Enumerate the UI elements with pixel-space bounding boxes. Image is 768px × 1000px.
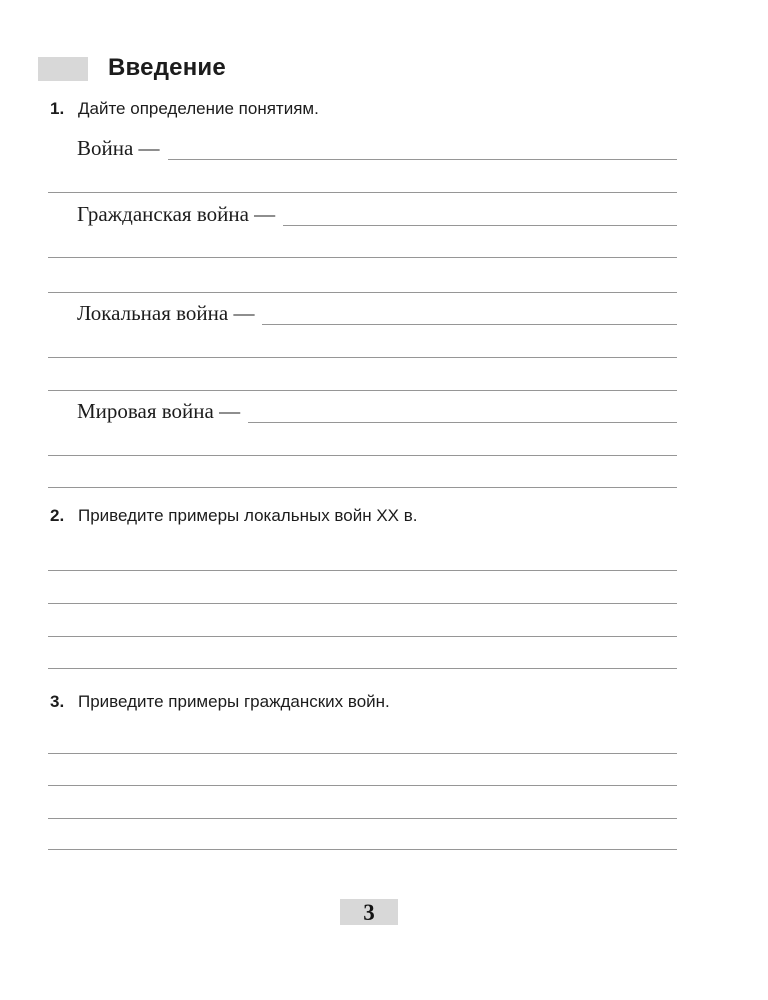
ruled-line (48, 455, 677, 456)
ruled-line (48, 785, 677, 786)
ruled-line (48, 636, 677, 637)
page-number-box (340, 899, 398, 925)
ruled-line (48, 818, 677, 819)
definition-row-grazhdanskaya (48, 199, 677, 229)
page-number: 3 (363, 899, 375, 925)
ruled-line (48, 487, 677, 488)
ruled-line (48, 603, 677, 604)
definition-label-grazhdanskaya: Гражданская война — (77, 202, 276, 226)
ruled-line (48, 357, 677, 358)
definition-label-mirovaya: Мировая война — (77, 399, 241, 423)
ruled-line (48, 192, 677, 193)
question-3-text: Приведите примеры гражданских войн. (78, 692, 390, 711)
write-line (168, 159, 677, 160)
ruled-line (48, 753, 677, 754)
definition-row-lokalnaya (48, 298, 677, 328)
question-1-text: Дайте определение понятиям. (78, 99, 319, 118)
ruled-line (48, 570, 677, 571)
question-1 (50, 100, 319, 117)
question-3 (50, 693, 390, 710)
definition-row-voina (48, 133, 677, 163)
definition-label-lokalnaya: Локальная война — (77, 301, 255, 325)
section-marker-box (38, 57, 88, 81)
ruled-line (48, 849, 677, 850)
ruled-line (48, 257, 677, 258)
question-3-number: 3. (50, 692, 65, 711)
question-2-text: Приведите примеры локальных войн XX в. (78, 506, 418, 525)
write-line (262, 324, 677, 325)
write-line (283, 225, 677, 226)
section-title: Введение (108, 54, 226, 81)
ruled-line (48, 668, 677, 669)
ruled-line (48, 292, 677, 293)
ruled-line (48, 390, 677, 391)
definition-label-voina: Война — (77, 136, 160, 160)
definition-row-mirovaya (48, 396, 677, 426)
question-2 (50, 507, 417, 524)
write-line (248, 422, 677, 423)
question-1-number: 1. (50, 99, 65, 118)
question-2-number: 2. (50, 506, 65, 525)
